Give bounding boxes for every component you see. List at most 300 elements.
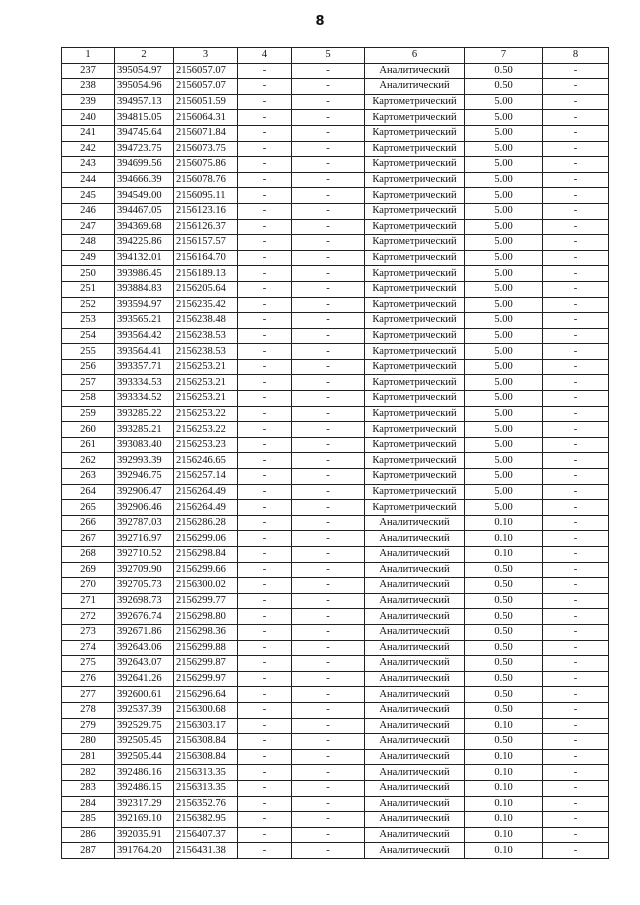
x-coordinate-cell: 392716.97 [115, 531, 174, 547]
table-row [62, 640, 609, 656]
accuracy-cell: 0.50 [465, 562, 543, 578]
col8-cell: - [543, 328, 609, 344]
x-coordinate-cell: 394369.68 [115, 219, 174, 235]
col4-cell: - [238, 94, 292, 110]
method-cell: Аналитический [365, 671, 465, 687]
method-cell: Картометрический [365, 422, 465, 438]
y-coordinate-cell: 2156253.21 [174, 391, 238, 407]
y-coordinate-cell: 2156299.97 [174, 671, 238, 687]
table-row [62, 94, 609, 110]
col5-cell: - [292, 578, 365, 594]
point-number-cell: 260 [62, 422, 115, 438]
col4-cell: - [238, 500, 292, 516]
y-coordinate-cell: 2156264.49 [174, 500, 238, 516]
col5-cell: - [292, 406, 365, 422]
col5-cell: - [292, 780, 365, 796]
col5-cell: - [292, 375, 365, 391]
col4-cell: - [238, 437, 292, 453]
table-row [62, 281, 609, 297]
method-cell: Аналитический [365, 687, 465, 703]
table-row [62, 313, 609, 329]
table-row [62, 671, 609, 687]
col5-cell: - [292, 624, 365, 640]
point-number-cell: 252 [62, 297, 115, 313]
table-row [62, 702, 609, 718]
accuracy-cell: 5.00 [465, 125, 543, 141]
col8-cell: - [543, 734, 609, 750]
accuracy-cell: 0.50 [465, 63, 543, 79]
col5-cell: - [292, 141, 365, 157]
table-row [62, 780, 609, 796]
col5-cell: - [292, 702, 365, 718]
col5-cell: - [292, 422, 365, 438]
col4-cell: - [238, 375, 292, 391]
method-cell: Аналитический [365, 562, 465, 578]
table-row [62, 79, 609, 95]
method-cell: Аналитический [365, 765, 465, 781]
col5-cell: - [292, 547, 365, 563]
x-coordinate-cell: 392537.39 [115, 702, 174, 718]
table-row [62, 406, 609, 422]
accuracy-cell: 5.00 [465, 344, 543, 360]
method-cell: Аналитический [365, 734, 465, 750]
col8-cell: - [543, 796, 609, 812]
y-coordinate-cell: 2156407.37 [174, 827, 238, 843]
col5-cell: - [292, 437, 365, 453]
col8-cell: - [543, 531, 609, 547]
method-cell: Картометрический [365, 125, 465, 141]
col8-cell: - [543, 125, 609, 141]
accuracy-cell: 5.00 [465, 328, 543, 344]
col5-cell: - [292, 484, 365, 500]
accuracy-cell: 0.10 [465, 531, 543, 547]
col5-cell: - [292, 671, 365, 687]
table-row [62, 656, 609, 672]
x-coordinate-cell: 394666.39 [115, 172, 174, 188]
method-cell: Картометрический [365, 297, 465, 313]
table-row [62, 749, 609, 765]
x-coordinate-cell: 393357.71 [115, 359, 174, 375]
col8-cell: - [543, 422, 609, 438]
col4-cell: - [238, 578, 292, 594]
point-number-cell: 250 [62, 266, 115, 282]
col5-cell: - [292, 235, 365, 251]
column-header: 4 [238, 48, 292, 64]
x-coordinate-cell: 392317.29 [115, 796, 174, 812]
point-number-cell: 272 [62, 609, 115, 625]
point-number-cell: 245 [62, 188, 115, 204]
x-coordinate-cell: 392035.91 [115, 827, 174, 843]
accuracy-cell: 0.10 [465, 827, 543, 843]
col5-cell: - [292, 79, 365, 95]
x-coordinate-cell: 394225.86 [115, 235, 174, 251]
y-coordinate-cell: 2156235.42 [174, 297, 238, 313]
col8-cell: - [543, 578, 609, 594]
accuracy-cell: 5.00 [465, 219, 543, 235]
point-number-cell: 243 [62, 157, 115, 173]
col4-cell: - [238, 515, 292, 531]
table-row [62, 344, 609, 360]
y-coordinate-cell: 2156071.84 [174, 125, 238, 141]
method-cell: Картометрический [365, 188, 465, 204]
method-cell: Аналитический [365, 578, 465, 594]
y-coordinate-cell: 2156064.31 [174, 110, 238, 126]
col4-cell: - [238, 734, 292, 750]
x-coordinate-cell: 393594.97 [115, 297, 174, 313]
col5-cell: - [292, 765, 365, 781]
col4-cell: - [238, 422, 292, 438]
col5-cell: - [292, 391, 365, 407]
col4-cell: - [238, 172, 292, 188]
method-cell: Картометрический [365, 250, 465, 266]
point-number-cell: 262 [62, 453, 115, 469]
col8-cell: - [543, 780, 609, 796]
col4-cell: - [238, 547, 292, 563]
y-coordinate-cell: 2156298.36 [174, 624, 238, 640]
col5-cell: - [292, 219, 365, 235]
col5-cell: - [292, 656, 365, 672]
x-coordinate-cell: 393083.40 [115, 437, 174, 453]
col5-cell: - [292, 203, 365, 219]
x-coordinate-cell: 392676.74 [115, 609, 174, 625]
col4-cell: - [238, 702, 292, 718]
y-coordinate-cell: 2156253.23 [174, 437, 238, 453]
x-coordinate-cell: 394132.01 [115, 250, 174, 266]
col5-cell: - [292, 734, 365, 750]
table-row [62, 843, 609, 859]
col8-cell: - [543, 515, 609, 531]
point-number-cell: 270 [62, 578, 115, 594]
point-number-cell: 281 [62, 749, 115, 765]
accuracy-cell: 0.10 [465, 749, 543, 765]
method-cell: Картометрический [365, 266, 465, 282]
table-row [62, 437, 609, 453]
col4-cell: - [238, 624, 292, 640]
y-coordinate-cell: 2156257.14 [174, 469, 238, 485]
col4-cell: - [238, 157, 292, 173]
table-row [62, 624, 609, 640]
point-number-cell: 275 [62, 656, 115, 672]
point-number-cell: 271 [62, 593, 115, 609]
col8-cell: - [543, 63, 609, 79]
col8-cell: - [543, 812, 609, 828]
accuracy-cell: 0.10 [465, 547, 543, 563]
x-coordinate-cell: 395054.97 [115, 63, 174, 79]
col4-cell: - [238, 749, 292, 765]
method-cell: Картометрический [365, 391, 465, 407]
col8-cell: - [543, 640, 609, 656]
col8-cell: - [543, 297, 609, 313]
x-coordinate-cell: 392993.39 [115, 453, 174, 469]
accuracy-cell: 5.00 [465, 500, 543, 516]
y-coordinate-cell: 2156298.80 [174, 609, 238, 625]
accuracy-cell: 5.00 [465, 110, 543, 126]
method-cell: Картометрический [365, 219, 465, 235]
col4-cell: - [238, 593, 292, 609]
point-number-cell: 259 [62, 406, 115, 422]
col8-cell: - [543, 359, 609, 375]
col4-cell: - [238, 235, 292, 251]
x-coordinate-cell: 392643.06 [115, 640, 174, 656]
col4-cell: - [238, 141, 292, 157]
page-number: 8 [315, 14, 325, 29]
point-number-cell: 273 [62, 624, 115, 640]
method-cell: Аналитический [365, 624, 465, 640]
method-cell: Аналитический [365, 702, 465, 718]
method-cell: Аналитический [365, 796, 465, 812]
col8-cell: - [543, 375, 609, 391]
point-number-cell: 247 [62, 219, 115, 235]
col4-cell: - [238, 843, 292, 859]
col5-cell: - [292, 157, 365, 173]
x-coordinate-cell: 393564.41 [115, 344, 174, 360]
point-number-cell: 248 [62, 235, 115, 251]
col8-cell: - [543, 79, 609, 95]
accuracy-cell: 5.00 [465, 94, 543, 110]
point-number-cell: 239 [62, 94, 115, 110]
col8-cell: - [543, 391, 609, 407]
y-coordinate-cell: 2156253.21 [174, 375, 238, 391]
accuracy-cell: 0.50 [465, 609, 543, 625]
y-coordinate-cell: 2156300.68 [174, 702, 238, 718]
x-coordinate-cell: 392906.46 [115, 500, 174, 516]
col5-cell: - [292, 609, 365, 625]
col8-cell: - [543, 469, 609, 485]
x-coordinate-cell: 391764.20 [115, 843, 174, 859]
method-cell: Картометрический [365, 437, 465, 453]
x-coordinate-cell: 393884.83 [115, 281, 174, 297]
col4-cell: - [238, 780, 292, 796]
method-cell: Картометрический [365, 344, 465, 360]
accuracy-cell: 5.00 [465, 469, 543, 485]
y-coordinate-cell: 2156352.76 [174, 796, 238, 812]
table-row [62, 796, 609, 812]
table-row [62, 172, 609, 188]
y-coordinate-cell: 2156308.84 [174, 734, 238, 750]
table-row [62, 359, 609, 375]
point-number-cell: 255 [62, 344, 115, 360]
col4-cell: - [238, 203, 292, 219]
method-cell: Аналитический [365, 812, 465, 828]
method-cell: Аналитический [365, 531, 465, 547]
y-coordinate-cell: 2156382.95 [174, 812, 238, 828]
accuracy-cell: 0.50 [465, 702, 543, 718]
table-header [62, 48, 609, 64]
col8-cell: - [543, 547, 609, 563]
x-coordinate-cell: 393986.45 [115, 266, 174, 282]
x-coordinate-cell: 392710.52 [115, 547, 174, 563]
col8-cell: - [543, 843, 609, 859]
col4-cell: - [238, 313, 292, 329]
method-cell: Картометрический [365, 110, 465, 126]
accuracy-cell: 5.00 [465, 359, 543, 375]
point-number-cell: 268 [62, 547, 115, 563]
col5-cell: - [292, 562, 365, 578]
method-cell: Картометрический [365, 359, 465, 375]
table-row [62, 63, 609, 79]
col8-cell: - [543, 437, 609, 453]
col5-cell: - [292, 266, 365, 282]
accuracy-cell: 0.10 [465, 796, 543, 812]
x-coordinate-cell: 394745.64 [115, 125, 174, 141]
y-coordinate-cell: 2156253.22 [174, 406, 238, 422]
point-number-cell: 246 [62, 203, 115, 219]
y-coordinate-cell: 2156057.07 [174, 63, 238, 79]
y-coordinate-cell: 2156051.59 [174, 94, 238, 110]
point-number-cell: 264 [62, 484, 115, 500]
accuracy-cell: 5.00 [465, 172, 543, 188]
col4-cell: - [238, 297, 292, 313]
table-row [62, 188, 609, 204]
y-coordinate-cell: 2156238.48 [174, 313, 238, 329]
x-coordinate-cell: 394549.00 [115, 188, 174, 204]
col8-cell: - [543, 453, 609, 469]
col8-cell: - [543, 313, 609, 329]
table-row [62, 453, 609, 469]
point-number-cell: 278 [62, 702, 115, 718]
method-cell: Картометрический [365, 313, 465, 329]
y-coordinate-cell: 2156308.84 [174, 749, 238, 765]
col4-cell: - [238, 188, 292, 204]
y-coordinate-cell: 2156300.02 [174, 578, 238, 594]
point-number-cell: 285 [62, 812, 115, 828]
col4-cell: - [238, 453, 292, 469]
col5-cell: - [292, 812, 365, 828]
point-number-cell: 263 [62, 469, 115, 485]
x-coordinate-cell: 392505.45 [115, 734, 174, 750]
col5-cell: - [292, 94, 365, 110]
accuracy-cell: 5.00 [465, 203, 543, 219]
method-cell: Картометрический [365, 484, 465, 500]
y-coordinate-cell: 2156078.76 [174, 172, 238, 188]
accuracy-cell: 0.50 [465, 624, 543, 640]
table-row [62, 531, 609, 547]
col5-cell: - [292, 749, 365, 765]
col5-cell: - [292, 313, 365, 329]
point-number-cell: 279 [62, 718, 115, 734]
col8-cell: - [543, 765, 609, 781]
point-number-cell: 286 [62, 827, 115, 843]
col4-cell: - [238, 609, 292, 625]
col5-cell: - [292, 687, 365, 703]
table-row [62, 328, 609, 344]
col8-cell: - [543, 188, 609, 204]
method-cell: Аналитический [365, 63, 465, 79]
point-number-cell: 240 [62, 110, 115, 126]
y-coordinate-cell: 2156286.28 [174, 515, 238, 531]
col5-cell: - [292, 172, 365, 188]
point-number-cell: 258 [62, 391, 115, 407]
x-coordinate-cell: 394815.05 [115, 110, 174, 126]
method-cell: Картометрический [365, 203, 465, 219]
table-row [62, 734, 609, 750]
x-coordinate-cell: 392486.15 [115, 780, 174, 796]
y-coordinate-cell: 2156095.11 [174, 188, 238, 204]
accuracy-cell: 0.50 [465, 578, 543, 594]
col4-cell: - [238, 281, 292, 297]
col5-cell: - [292, 593, 365, 609]
method-cell: Аналитический [365, 780, 465, 796]
table-row [62, 547, 609, 563]
column-header: 8 [543, 48, 609, 64]
col5-cell: - [292, 110, 365, 126]
table-row [62, 203, 609, 219]
table-row [62, 125, 609, 141]
col8-cell: - [543, 94, 609, 110]
x-coordinate-cell: 393565.21 [115, 313, 174, 329]
table-row [62, 250, 609, 266]
col8-cell: - [543, 624, 609, 640]
point-number-cell: 251 [62, 281, 115, 297]
col8-cell: - [543, 718, 609, 734]
table-row [62, 141, 609, 157]
accuracy-cell: 5.00 [465, 406, 543, 422]
point-number-cell: 267 [62, 531, 115, 547]
coordinates-table [61, 47, 609, 859]
col4-cell: - [238, 718, 292, 734]
y-coordinate-cell: 2156296.64 [174, 687, 238, 703]
y-coordinate-cell: 2156246.65 [174, 453, 238, 469]
col8-cell: - [543, 749, 609, 765]
col8-cell: - [543, 702, 609, 718]
accuracy-cell: 5.00 [465, 391, 543, 407]
method-cell: Картометрический [365, 500, 465, 516]
accuracy-cell: 0.10 [465, 843, 543, 859]
point-number-cell: 244 [62, 172, 115, 188]
x-coordinate-cell: 392505.44 [115, 749, 174, 765]
point-number-cell: 287 [62, 843, 115, 859]
x-coordinate-cell: 394467.05 [115, 203, 174, 219]
col8-cell: - [543, 562, 609, 578]
y-coordinate-cell: 2156299.77 [174, 593, 238, 609]
col4-cell: - [238, 110, 292, 126]
y-coordinate-cell: 2156157.57 [174, 235, 238, 251]
accuracy-cell: 0.50 [465, 656, 543, 672]
col5-cell: - [292, 640, 365, 656]
y-coordinate-cell: 2156303.17 [174, 718, 238, 734]
method-cell: Аналитический [365, 609, 465, 625]
table-row [62, 266, 609, 282]
table-row [62, 500, 609, 516]
method-cell: Аналитический [365, 547, 465, 563]
x-coordinate-cell: 392643.07 [115, 656, 174, 672]
accuracy-cell: 5.00 [465, 422, 543, 438]
col8-cell: - [543, 266, 609, 282]
col5-cell: - [292, 843, 365, 859]
point-number-cell: 282 [62, 765, 115, 781]
x-coordinate-cell: 393334.52 [115, 391, 174, 407]
point-number-cell: 254 [62, 328, 115, 344]
method-cell: Картометрический [365, 406, 465, 422]
y-coordinate-cell: 2156205.64 [174, 281, 238, 297]
x-coordinate-cell: 392486.16 [115, 765, 174, 781]
accuracy-cell: 5.00 [465, 313, 543, 329]
col8-cell: - [543, 593, 609, 609]
col5-cell: - [292, 281, 365, 297]
accuracy-cell: 0.50 [465, 593, 543, 609]
col4-cell: - [238, 640, 292, 656]
x-coordinate-cell: 392946.75 [115, 469, 174, 485]
col4-cell: - [238, 63, 292, 79]
point-number-cell: 238 [62, 79, 115, 95]
method-cell: Картометрический [365, 328, 465, 344]
table-row [62, 827, 609, 843]
y-coordinate-cell: 2156126.37 [174, 219, 238, 235]
x-coordinate-cell: 393285.22 [115, 406, 174, 422]
x-coordinate-cell: 392600.61 [115, 687, 174, 703]
col5-cell: - [292, 297, 365, 313]
table-row [62, 484, 609, 500]
